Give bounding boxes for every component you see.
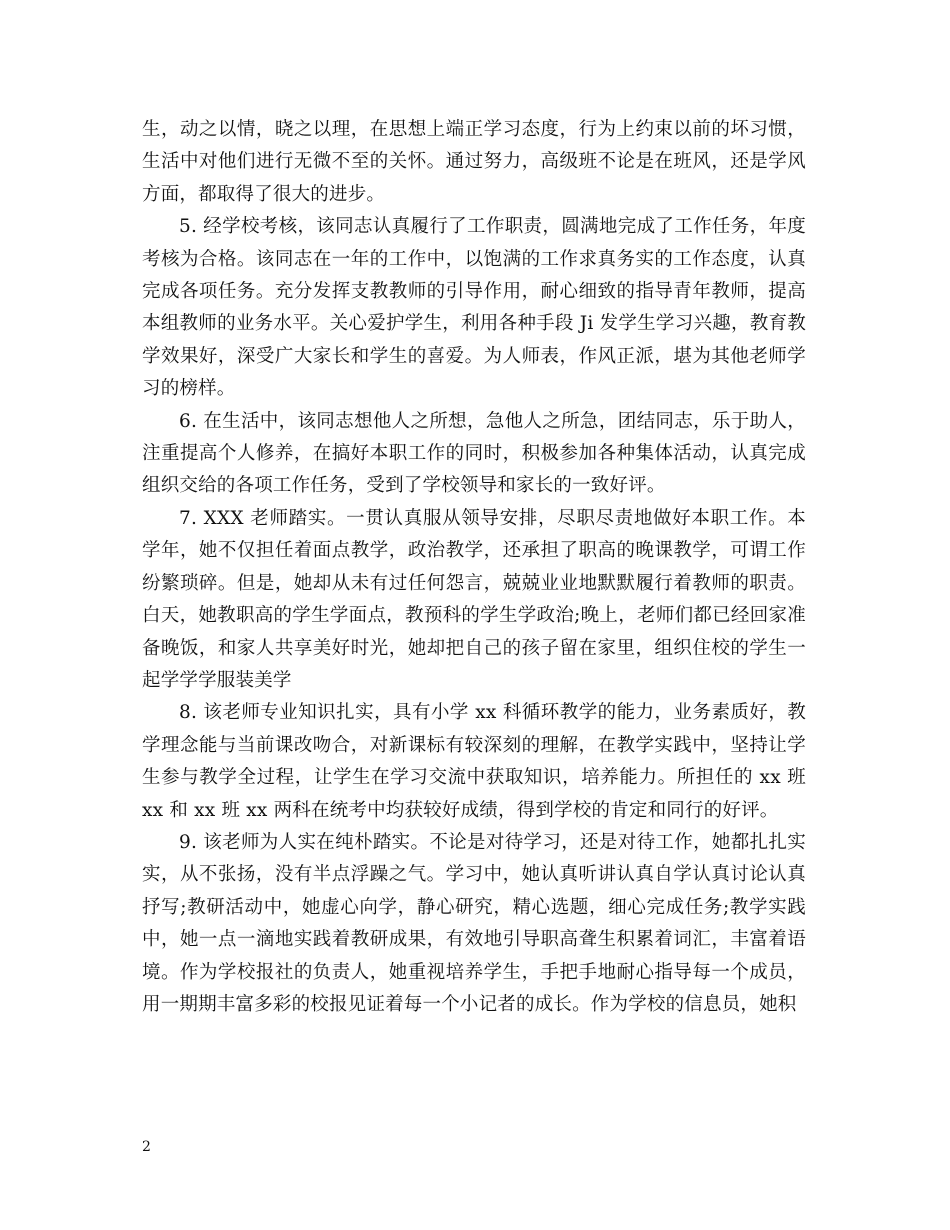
document-body xyxy=(142,114,806,1021)
paragraph-1: 生，动之以情，晓之以理，在思想上端正学习态度，行为上约束以前的坏习惯，生活中对他们进行无微不至的关怀。通过努力，高级班不论是在班风，还是学风方面，都取得了很大的进步。 xyxy=(142,119,806,205)
paragraph-2: 5. 经学校考核，该同志认真履行了工作职责，圆满地完成了工作任务，年度考核为合格。该同志在一年的工作中，以饱满的工作求真务实的工作态度，认真完成各项任务。充分发挥支教教师的引导作用，耐心细致的指导青年教师，提高本组教师的业务水平。关心爱护学生，利用各种手段 Ji 发学生学习兴趣，教育教学效果好，深受广大家长和学生的喜爱。为人师表，作风正派，堪为其他老师学习的榜样。 xyxy=(142,216,806,400)
paragraph-4: 7. XXX 老师踏实。一贯认真服从领导安排，尽职尽责地做好本职工作。本学年，她不仅担任着面点教学，政治教学，还承担了职高的晚课教学，可谓工作纷繁琐碎。但是，她却从未有过任何怨言，兢兢业业地默默履行着教师的职责。白天，她教职高的学生学面点，教预科的学生学政治;晚上，老师们都已经回家准备晚饭，和家人共享美好时光，她却把自己的孩子留在家里，组织住校的学生一起学学学服装美学 xyxy=(142,507,806,691)
paragraph-3: 6. 在生活中，该同志想他人之所想，急他人之所急，团结同志，乐于助人，注重提高个人修养，在搞好本职工作的同时，积极参加各种集体活动，认真完成组织交给的各项工作任务，受到了学校领导和家长的一致好评。 xyxy=(142,410,806,497)
paragraph-5: 8. 该老师专业知识扎实，具有小学 xx 科循环教学的能力，业务素质好，教学理念能与当前课改吻合，对新课标有较深刻的理解，在教学实践中，坚持让学生参与教学全过程，让学生在学习交流中获取知识，培养能力。所担任的 xx 班 xx 和 xx 班 xx 两科在统考中均获较好成绩，得到学校的肯定和同行的好评。 xyxy=(142,702,806,821)
page-number: 2 xyxy=(142,1139,151,1155)
paragraph-6: 9. 该老师为人实在纯朴踏实。不论是对待学习，还是对待工作，她都扎扎实实，从不张扬，没有半点浮躁之气。学习中，她认真听讲认真自学认真讨论认真抒写;教研活动中，她虚心向学，静心研究，精心选题，细心完成任务;教学实践中，她一点一滴地实践着教研成果，有效地引导职高聋生积累着词汇，丰富着语境。作为学校报社的负责人，她重视培养学生，手把手地耐心指导每一个成员，用一期期丰富多彩的校报见证着每一个小记者的成长。作为学校的信息员，她积 xyxy=(142,831,806,1015)
